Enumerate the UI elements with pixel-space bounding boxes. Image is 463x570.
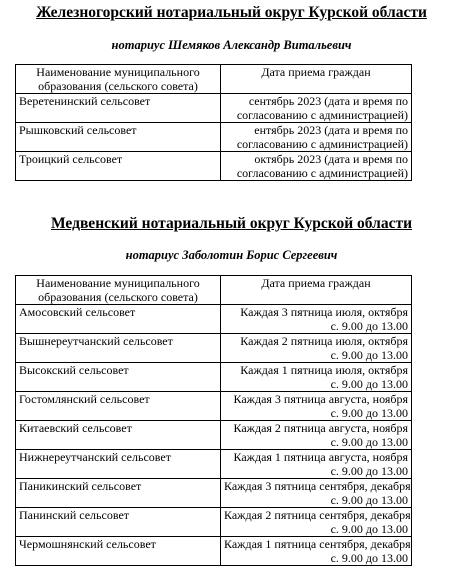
row-name: Панинский сельсовет (16, 508, 221, 537)
row-date-line1: Каждая 1 пятница августа, ноября (233, 450, 408, 464)
table-row (16, 334, 412, 363)
row-date (221, 508, 412, 537)
row-name: Веретенинский сельсовет (16, 94, 221, 123)
table-row (16, 479, 412, 508)
row-date-line2: с. 9.00 до 13.00 (330, 348, 408, 362)
row-date-line2: с. 9.00 до 13.00 (330, 464, 408, 478)
row-date (221, 123, 412, 152)
row-name: Вышнереутчанский сельсовет (16, 334, 221, 363)
col-date-header: Дата приема граждан (221, 276, 412, 305)
row-date-line2: согласованию с администрацией) (236, 166, 408, 180)
row-date-line1: Каждая 2 пятница августа, ноября (233, 421, 408, 435)
section2-heading: Медвенский нотариальный округ Курской области (51, 215, 412, 232)
table-row (16, 421, 412, 450)
row-date (221, 363, 412, 392)
table-header-row (16, 65, 412, 94)
row-date (221, 152, 412, 181)
row-date-line1: Каждая 3 пятница сентября, декабря (224, 479, 411, 493)
col-name-header: Наименование муниципального образования (сельского совета) (16, 276, 221, 305)
section2-table (15, 275, 412, 566)
row-date-line2: согласованию с администрацией) (236, 108, 408, 122)
row-date (221, 94, 412, 123)
row-date (221, 334, 412, 363)
row-name: Китаевский сельсовет (16, 421, 221, 450)
table-row (16, 363, 412, 392)
row-date-line1: сентябрь 2023 (дата и время по (248, 94, 408, 108)
table-row (16, 123, 412, 152)
row-date-line1: Каждая 1 пятница июля, октября (240, 363, 408, 377)
table-row (16, 152, 412, 181)
table-row (16, 508, 412, 537)
row-date-line2: с. 9.00 до 13.00 (330, 435, 408, 449)
table-header-row (16, 276, 412, 305)
col-date-header: Дата приема граждан (221, 65, 412, 94)
row-name: Чермошнянский сельсовет (16, 537, 221, 566)
row-name: Рышковский сельсовет (16, 123, 221, 152)
row-date-line1: ентябрь 2023 (дата и время по (254, 123, 408, 137)
col-name-header: Наименование муниципального образования (сельского совета) (16, 65, 221, 94)
table-row (16, 94, 412, 123)
row-date-line2: с. 9.00 до 13.00 (330, 377, 408, 391)
row-date-line1: октябрь 2023 (дата и время по (254, 152, 408, 166)
table-row (16, 305, 412, 334)
row-date-line1: Каждая 3 пятница августа, ноября (233, 392, 408, 406)
table-row (16, 392, 412, 421)
row-date-line2: с. 9.00 до 13.00 (330, 493, 408, 507)
row-name: Паникинский сельсовет (16, 479, 221, 508)
section1-notary: нотариус Шемяков Александр Витальевич (111, 38, 352, 52)
row-name: Нижнереутчанский сельсовет (16, 450, 221, 479)
row-name: Амосовский сельсовет (16, 305, 221, 334)
row-date-line1: Каждая 2 пятница сентября, декабря (224, 508, 411, 522)
row-date-line2: с. 9.00 до 13.00 (330, 551, 408, 565)
section1-heading: Железногорский нотариальный округ Курской области (36, 4, 427, 21)
row-date (221, 450, 412, 479)
section2-notary: нотариус Заболотин Борис Сергеевич (125, 248, 338, 262)
row-date (221, 537, 412, 566)
row-date-line2: согласованию с администрацией) (236, 137, 408, 151)
row-name: Троицкий сельсовет (16, 152, 221, 181)
row-name: Гостомлянский сельсовет (16, 392, 221, 421)
row-date-line1: Каждая 2 пятница июля, октября (240, 334, 408, 348)
table-row (16, 450, 412, 479)
row-date-line2: с. 9.00 до 13.00 (330, 522, 408, 536)
row-date-line1: Каждая 3 пятница июля, октября (240, 305, 408, 319)
row-name: Высокский сельсовет (16, 363, 221, 392)
row-date (221, 479, 412, 508)
row-date-line1: Каждая 1 пятница сентября, декабря (224, 537, 411, 551)
table-row (16, 537, 412, 566)
section1-table (15, 64, 412, 181)
row-date-line2: с. 9.00 до 13.00 (330, 406, 408, 420)
row-date (221, 305, 412, 334)
row-date (221, 421, 412, 450)
row-date (221, 392, 412, 421)
row-date-line2: с. 9.00 до 13.00 (330, 319, 408, 333)
